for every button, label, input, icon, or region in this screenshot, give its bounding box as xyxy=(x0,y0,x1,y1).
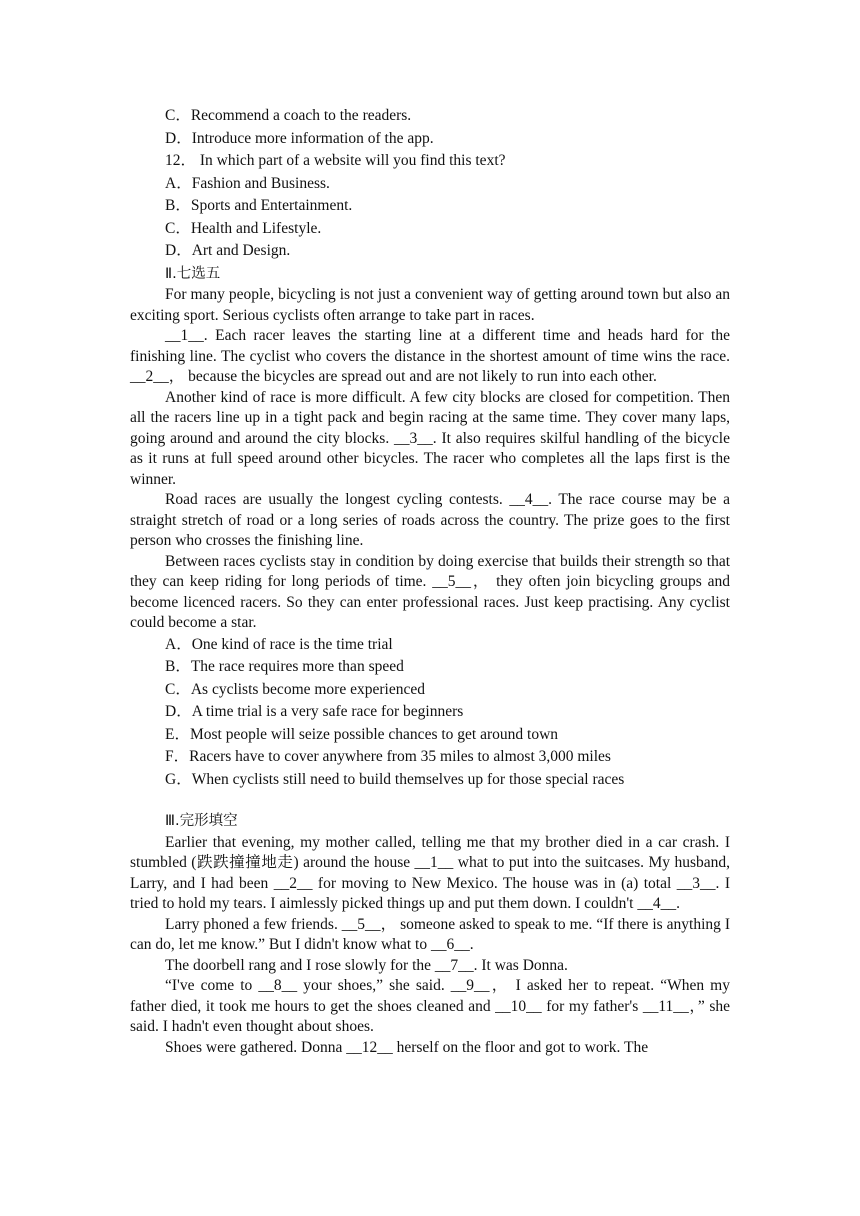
option-c: C．As cyclists become more experienced xyxy=(165,680,425,698)
option-d: D．A time trial is a very safe race for beginners xyxy=(165,703,464,720)
q12-option-d: D．Art and Design. xyxy=(165,242,291,259)
passage-paragraph: Shoes were gathered. Donna __12__ herself on the floor and got to work. The xyxy=(165,1038,649,1056)
option-f: F．Racers have to cover anywhere from 35 miles to almost 3,000 miles xyxy=(165,748,611,765)
option-e: E．Most people will seize possible chances to get around town xyxy=(165,725,559,743)
section-heading-seven-choose-five: Ⅱ.七选五 xyxy=(165,265,221,282)
passage-paragraph: Road races are usually the longest cycling contests. __4__. The race course may be a straight stretch of road or a long series of roads across the country. The prize goes to the first person who crosses the finishing line. xyxy=(130,491,730,549)
option-a: A．One kind of race is the time trial xyxy=(165,635,393,653)
passage-cycling xyxy=(130,285,730,634)
passage-paragraph: “I've come to __8__ your shoes,” she said. __9__， I asked her to repeat. “When my father died, it took me hours to get the shoes cleaned and __10__ for my father's __11__，” she said. I hadn't even thought about shoes. xyxy=(130,977,730,1035)
q12-option-b: B．Sports and Entertainment. xyxy=(165,197,353,214)
passage-paragraph: __1__. Each racer leaves the starting line at a different time and heads hard for the finishing line. The cyclist who covers the distance in the shortest amount of time wins the race. __2__， because the bicycles are spread out and are not likely to run into each other. xyxy=(130,327,730,385)
passage-paragraph: The doorbell rang and I rose slowly for the __7__. It was Donna. xyxy=(165,956,568,974)
option-g: G．When cyclists still need to build themselves up for those special races xyxy=(165,770,625,788)
option-b: B．The race requires more than speed xyxy=(165,658,404,675)
passage-paragraph: Another kind of race is more difficult. A few city blocks are closed for competition. Then all the racers line up in a tight pack and begin racing at the same time. They cover many laps, going around and around the city blocks. __3__. It also requires skilful handling of the bicycle as it runs at full speed around other bicycles. The racer who completes all the laps first is the winner. xyxy=(130,388,730,488)
passage-paragraph: Earlier that evening, my mother called, telling me that my brother died in a car crash. I stumbled (跌跌撞撞地走) around the house __1__ what to put into the suitcases. My husband, Larry, and I had been __2__ for moving to New Mexico. The house was in (a) total __3__. I tried to hold my tears. I aimlessly picked things up and put them down. I couldn't __4__. xyxy=(130,833,730,912)
q12-question: 12． In which part of a website will you find this text? xyxy=(165,152,506,169)
passage-cloze xyxy=(130,833,730,1059)
q12-option-a: A．Fashion and Business. xyxy=(165,174,330,192)
q11-option-c: C．Recommend a coach to the readers. xyxy=(165,107,412,124)
passage-paragraph: For many people, bicycling is not just a convenient way of getting around town but also an exciting sport. Serious cyclists often arrange to take part in races. xyxy=(130,286,730,324)
section-heading-cloze: Ⅲ.完形填空 xyxy=(165,813,238,829)
q12-option-c: C．Health and Lifestyle. xyxy=(165,219,322,237)
passage-paragraph: Between races cyclists stay in condition by doing exercise that builds their strength so that they can keep riding for long periods of time. __5__， they often join bicycling groups and become licenced racers. So they can enter professional races. Just keep practising. Any cyclist could become a star. xyxy=(130,552,730,631)
spacer xyxy=(130,791,730,810)
q11-option-d: D．Introduce more information of the app. xyxy=(165,129,434,147)
document-page xyxy=(130,105,730,1058)
passage-paragraph: Larry phoned a few friends. __5__， someone asked to speak to me. “If there is anything I can do, let me know.” But I didn't know what to __6__. xyxy=(130,915,730,953)
